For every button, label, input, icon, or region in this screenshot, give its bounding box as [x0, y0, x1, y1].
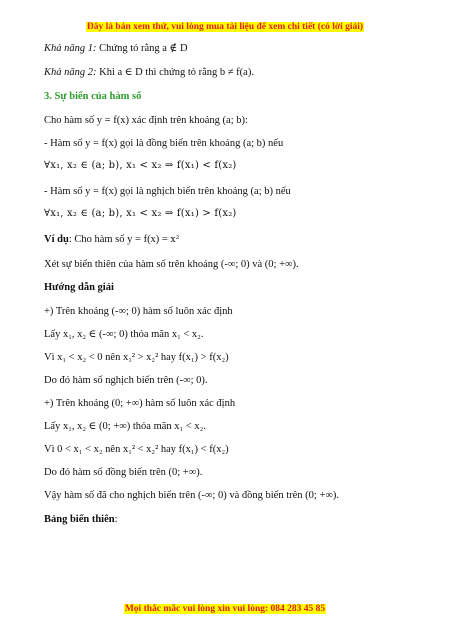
step-2: Lấy x₁, x₂ ∈ (-∞; 0) thỏa mãn x₁ < x₂. [44, 329, 204, 340]
variation-table-colon: : [114, 514, 118, 525]
variation-table-label-text: Bảng biến thiên [44, 514, 115, 525]
preview-banner [0, 22, 450, 32]
variation-table-label [44, 514, 118, 527]
step-6: Lấy x₁, x₂ ∈ (0; +∞) thỏa mãn x₁ < x₂. [44, 421, 206, 432]
step-5: +) Trên khoảng (0; +∞) hàm số luôn xác định [44, 398, 236, 409]
section-heading: 3. Sự biến của hàm số [44, 91, 142, 102]
example-label: Ví dụ [44, 234, 69, 245]
kha-nang-2 [44, 67, 254, 80]
decreasing-definition: - Hàm số y = f(x) gọi là nghịch biến trên khoảng (a; b) nếu [44, 186, 291, 197]
increasing-definition: - Hàm số y = f(x) gọi là đồng biến trên khoảng (a; b) nếu [44, 138, 284, 149]
kha-nang-2-label: Khả năng 2: [44, 67, 97, 78]
guide-heading: Hướng dẫn giải [44, 282, 114, 293]
footer-contact [0, 604, 450, 614]
step-1: +) Trên khoảng (-∞; 0) hàm số luôn xác định [44, 306, 233, 317]
kha-nang-1 [44, 43, 188, 56]
intro-line: Cho hàm số y = f(x) xác định trên khoảng (a; b): [44, 115, 248, 126]
footer-contact-text: Mọi thắc mắc vui lòng xin vui lòng: 084 283 45 85 [124, 604, 326, 614]
formula-decreasing: ∀x₁, x₂ ∈ (a; b), x₁ < x₂ ⇒ f(x₁) > f(x₂) [44, 208, 237, 219]
step-7: Vì 0 < x₁ < x₂ nên x₁² < x₂² hay f(x₁) < f(x₂) [44, 444, 229, 455]
kha-nang-1-label: Khả năng 1: [44, 43, 97, 54]
example-formula: x² [170, 235, 180, 245]
step-8: Do đó hàm số đồng biến trên (0; +∞). [44, 467, 203, 478]
conclusion: Vậy hàm số đã cho nghịch biến trên (-∞; 0) và đồng biến trên (0; +∞). [44, 490, 339, 501]
example-line [44, 234, 180, 247]
example-text: : Cho hàm số y = f(x) = [68, 234, 171, 245]
formula-increasing: ∀x₁, x₂ ∈ (a; b), x₁ < x₂ ⇒ f(x₁) < f(x₂) [44, 160, 237, 171]
example-task: Xét sự biến thiên của hàm số trên khoảng (-∞; 0) và (0; +∞). [44, 259, 299, 270]
kha-nang-2-text: Khi a ∈ D thì chứng tỏ rằng b ≠ f(a). [96, 67, 254, 78]
step-4: Do đó hàm số nghịch biến trên (-∞; 0). [44, 375, 208, 386]
step-3: Vì x₁ < x₂ < 0 nên x₁² > x₂² hay f(x₁) > f(x₂) [44, 352, 229, 363]
kha-nang-1-text: Chứng tỏ rằng a ∉ D [96, 43, 188, 54]
preview-banner-text: Đây là bản xem thử, vui lòng mua tài liệu để xem chi tiết (có lời giải) [86, 22, 364, 32]
